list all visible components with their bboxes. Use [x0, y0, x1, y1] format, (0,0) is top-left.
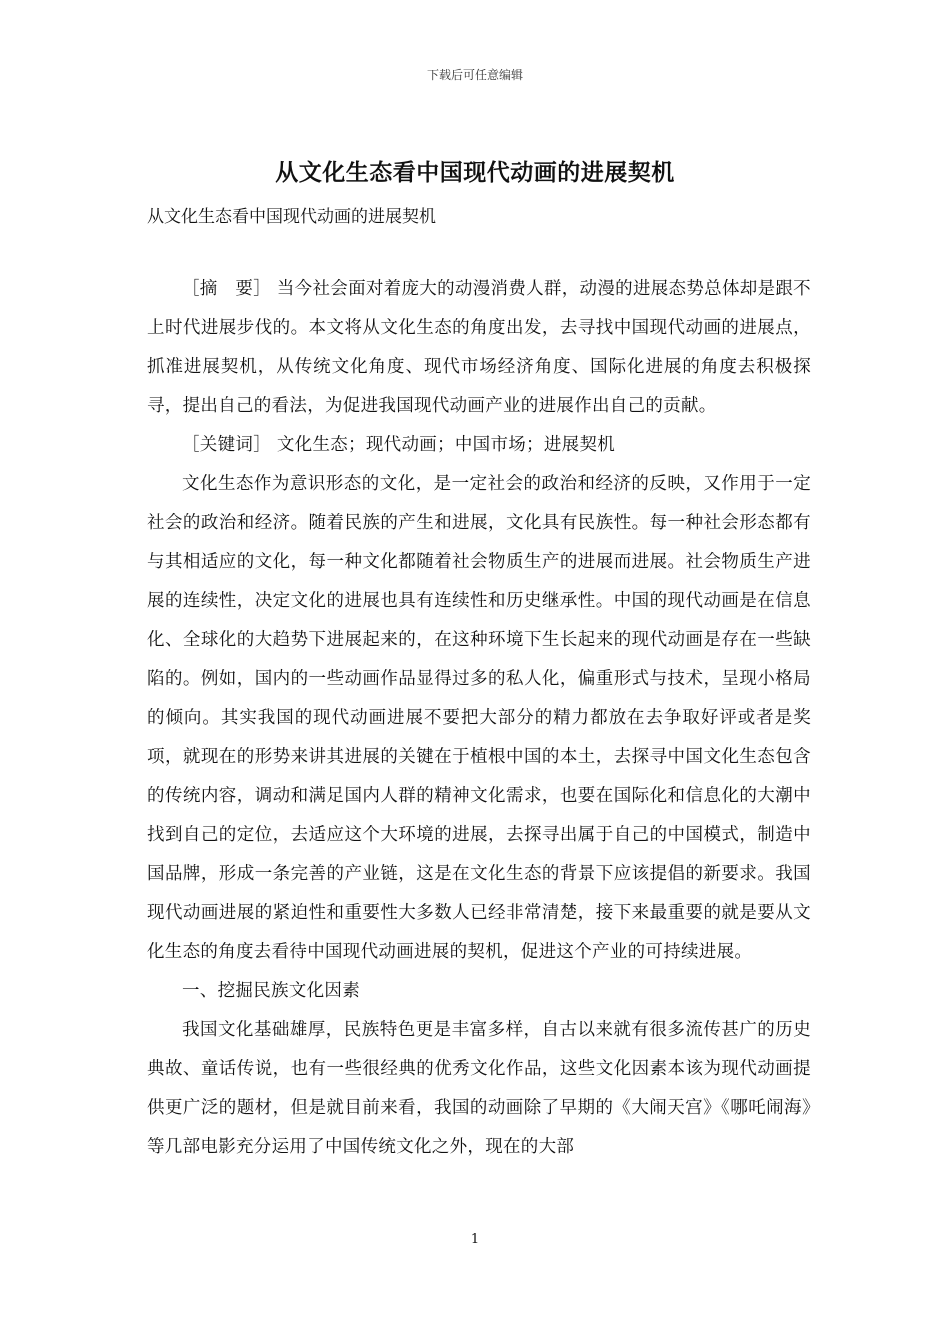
document-subtitle: 从文化生态看中国现代动画的进展契机	[147, 207, 436, 227]
document-body	[147, 270, 811, 1167]
body-paragraph: 我国文化基础雄厚，民族特色更是丰富多样，自古以来就有很多流传甚广的历史典故、童话传说，也有一些很经典的优秀文化作品，这些文化因素本该为现代动画提供更广泛的题材，但是就目前来看，我国的动画除了早期的《大闹天宫》《哪吒闹海》等几部电影充分运用了中国传统文化之外，现在的大部	[147, 1020, 811, 1157]
page-header-note: 下载后可任意编辑	[426, 68, 523, 82]
abstract-paragraph: ［摘 要］ 当今社会面对着庞大的动漫消费人群，动漫的进展态势总体却是跟不上时代进展步伐的。本文将从文化生态的角度出发，去寻找中国现代动画的进展点，抓准进展契机，从传统文化角度、现代市场经济角度、国际化进展的角度去积极探寻，提出自己的看法，为促进我国现代动画产业的进展作出自己的贡献。	[147, 279, 811, 416]
keywords-paragraph: ［关键词］ 文化生态；现代动画；中国市场；进展契机	[182, 435, 616, 455]
section-heading: 一、挖掘民族文化因素	[182, 981, 360, 1001]
page-number: 1	[470, 1232, 480, 1247]
document-title: 从文化生态看中国现代动画的进展契机	[275, 159, 675, 186]
body-paragraph: 文化生态作为意识形态的文化，是一定社会的政治和经济的反映，又作用于一定社会的政治和经济。随着民族的产生和进展，文化具有民族性。每一种社会形态都有与其相适应的文化，每一种文化都随着社会物质生产的进展而进展。社会物质生产进展的连续性，决定文化的进展也具有连续性和历史继承性。中国的现代动画是在信息化、全球化的大趋势下进展起来的，在这种环境下生长起来的现代动画是存在一些缺陷的。例如，国内的一些动画作品显得过多的私人化，偏重形式与技术，呈现小格局的倾向。其实我国的现代动画进展不要把大部分的精力都放在去争取好评或者是奖项，就现在的形势来讲其进展的关键在于植根中国的本土，去探寻中国文化生态包含的传统内容，调动和满足国内人群的精神文化需求，也要在国际化和信息化的大潮中找到自己的定位，去适应这个大环境的进展，去探寻出属于自己的中国模式，制造中国品牌，形成一条完善的产业链，这是在文化生态的背景下应该提倡的新要求。我国现代动画进展的紧迫性和重要性大多数人已经非常清楚，接下来最重要的就是要从文化生态的角度去看待中国现代动画进展的契机，促进这个产业的可持续进展。	[147, 474, 811, 962]
